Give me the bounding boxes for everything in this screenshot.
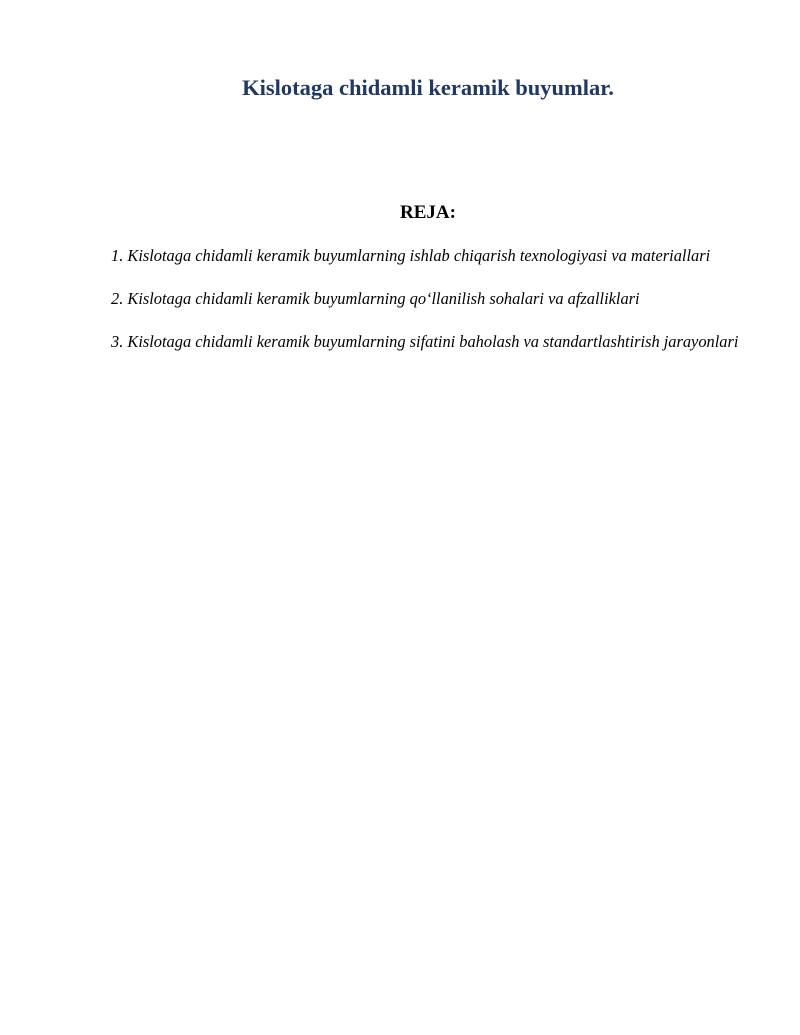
plan-list bbox=[111, 240, 742, 369]
plan-item: 2. Kislotaga chidamli keramik buyumlarning qo‘llanilish sohalari va afzalliklari bbox=[111, 289, 640, 308]
plan-item: 3. Kislotaga chidamli keramik buyumlarning sifatini baholash va standartlashtirish jarayonlari bbox=[111, 332, 739, 351]
plan-heading: REJA: bbox=[400, 202, 456, 223]
document-title: Kislotaga chidamli keramik buyumlar. bbox=[242, 75, 614, 100]
plan-item: 1. Kislotaga chidamli keramik buyumlarning ishlab chiqarish texnologiyasi va materiallari bbox=[111, 246, 711, 265]
